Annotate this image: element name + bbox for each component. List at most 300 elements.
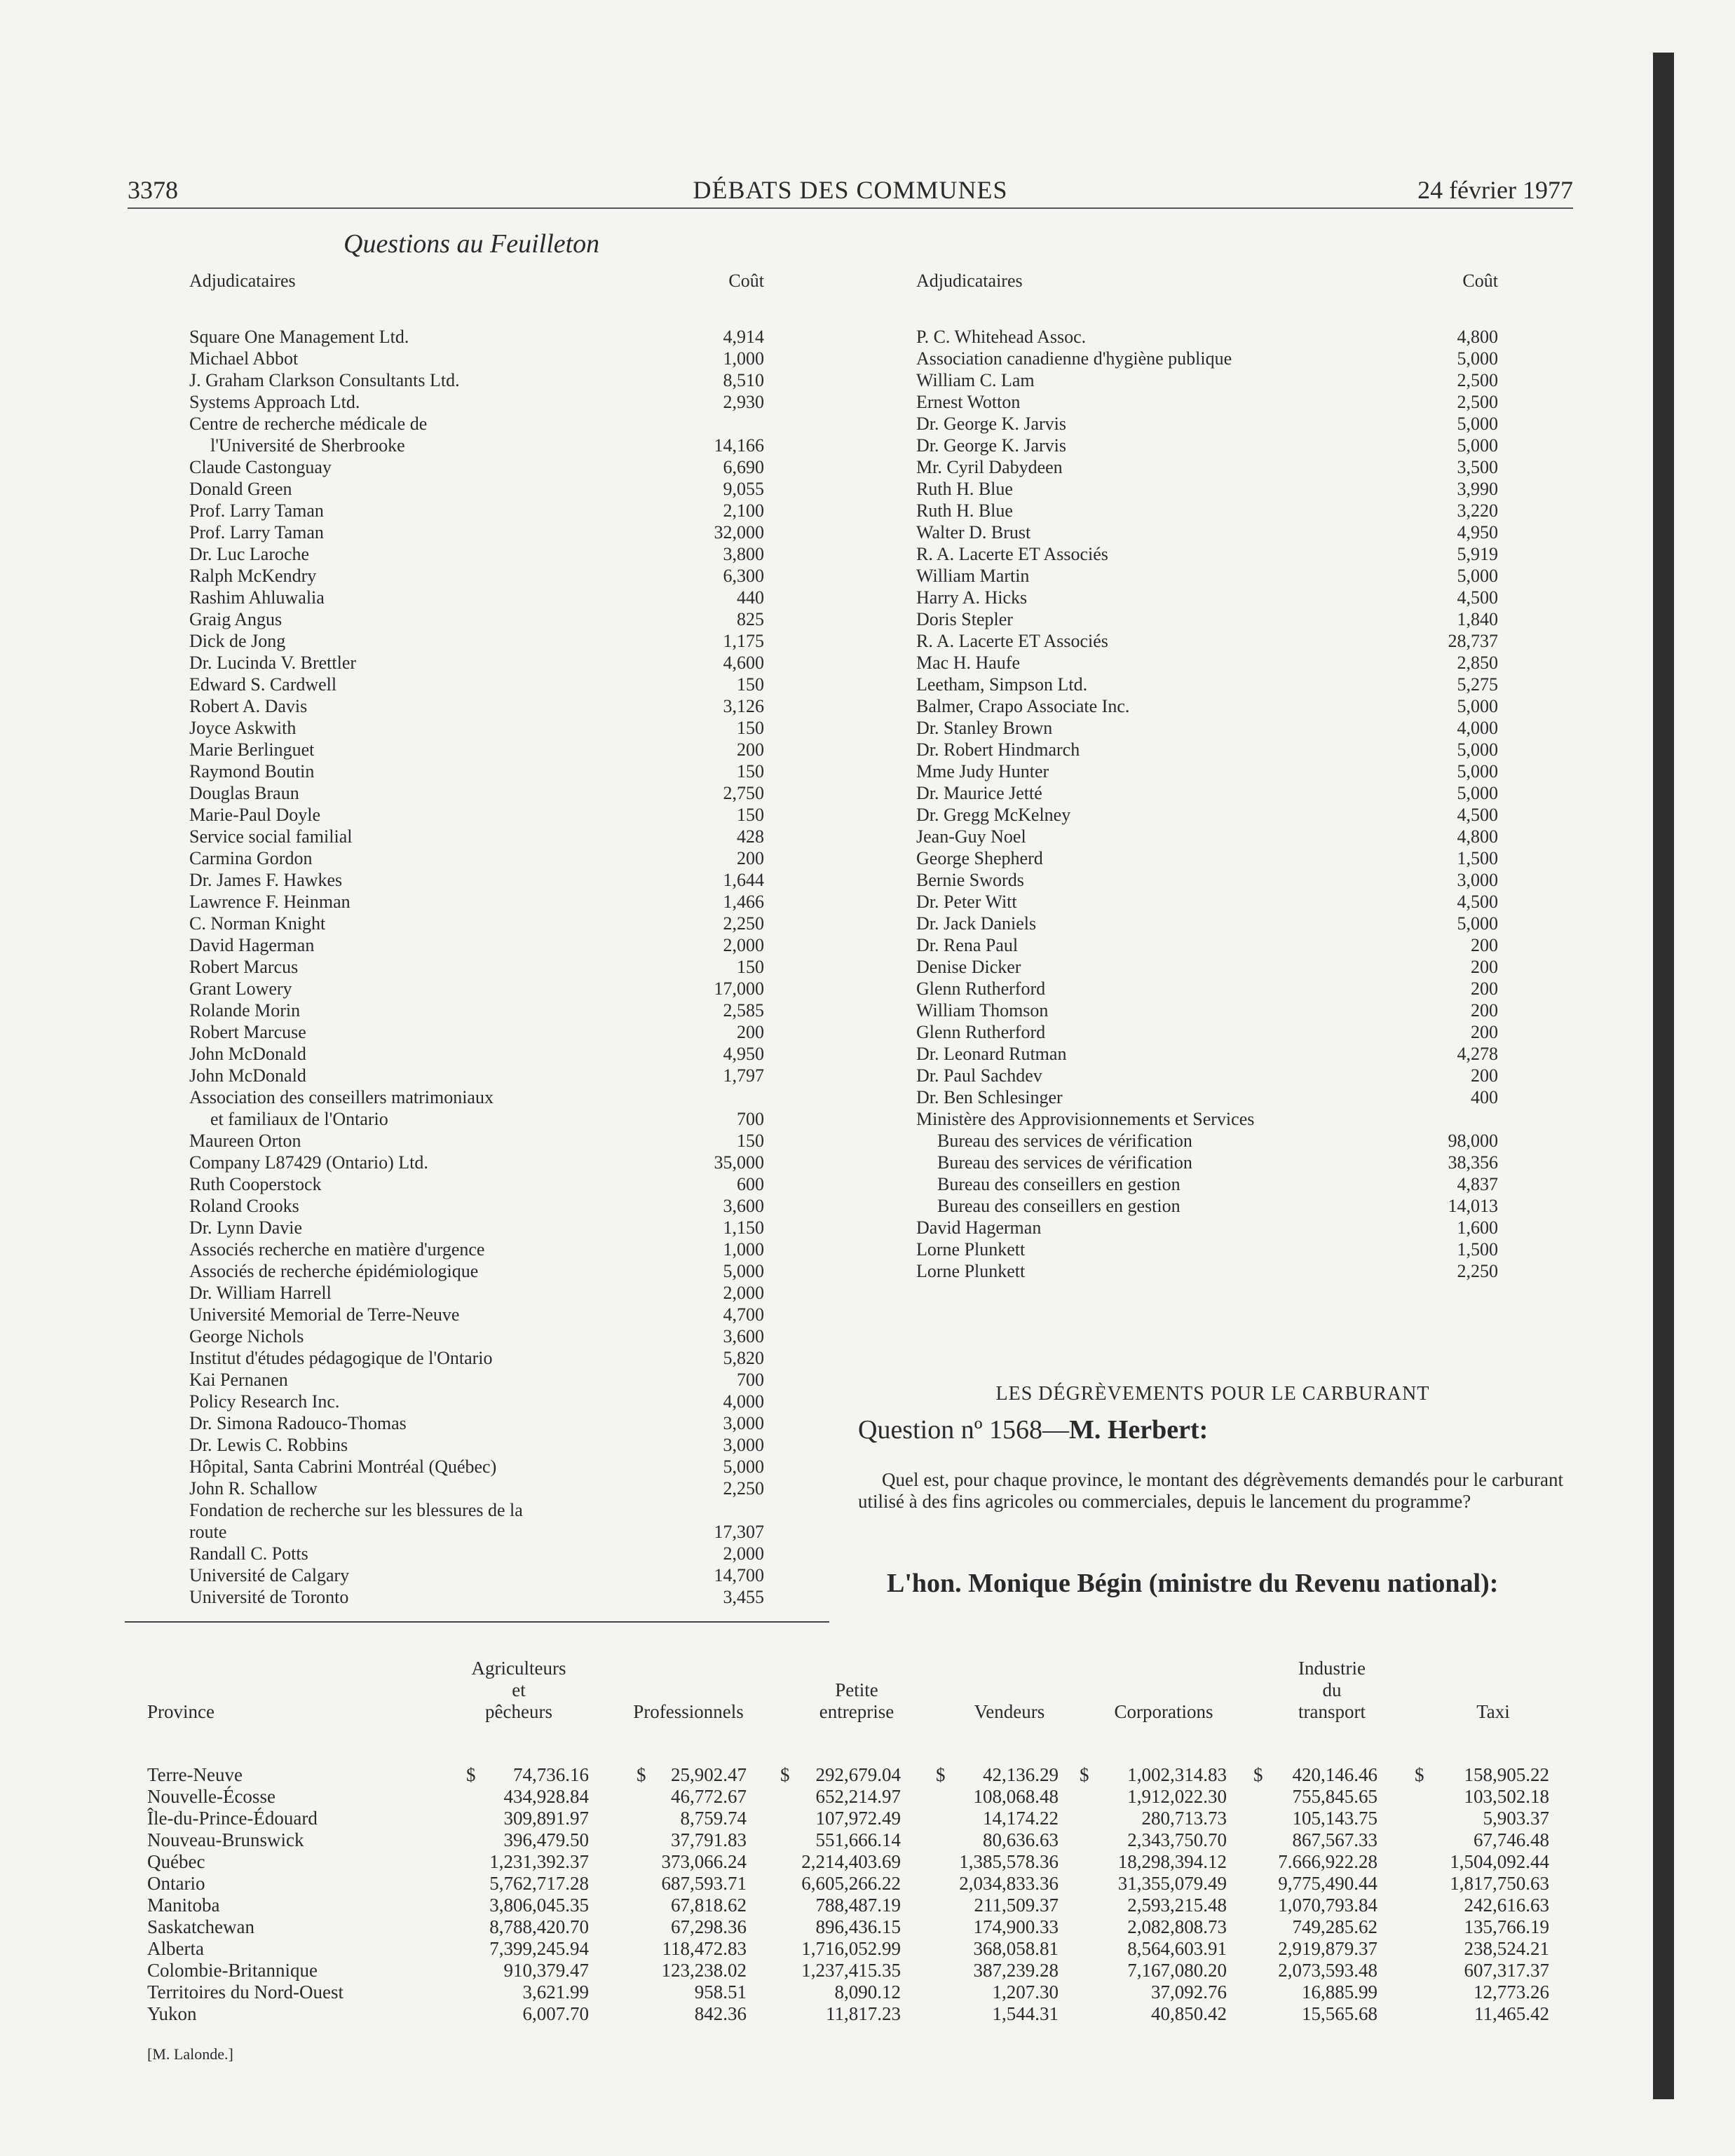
question-title: [858, 1414, 1208, 1445]
table-cell: 434,928.84: [503, 1786, 589, 1807]
right-header-name: Adjudicataires: [916, 271, 1023, 291]
contractor-name: Dr. William Harrell: [189, 1283, 332, 1303]
th-agriculteurs-l2: et: [512, 1679, 526, 1700]
contractor-cost: 28,737: [1448, 631, 1498, 651]
contractor-row: [189, 456, 764, 478]
table-cell: 7,167,080.20: [1127, 1960, 1227, 1981]
contractor-name: Ruth H. Blue: [916, 479, 1013, 499]
contractor-cost: 1,466: [723, 892, 764, 912]
contractor-name: route: [189, 1522, 227, 1542]
contractor-row: [189, 1478, 764, 1499]
contractor-row: [916, 500, 1498, 521]
contractor-row: [189, 1456, 764, 1478]
table-cell: 2,082,808.73: [1127, 1916, 1227, 1937]
contractor-row: [189, 1195, 764, 1217]
contractor-row: [189, 1152, 764, 1173]
contractor-name: Joyce Askwith: [189, 718, 297, 738]
contractor-name: Dr. Lucinda V. Brettler: [189, 653, 357, 673]
contractor-name: Associés recherche en matière d'urgence: [189, 1239, 485, 1260]
table-cell: 5,762,717.28: [489, 1873, 589, 1894]
contractor-row: [189, 1586, 764, 1608]
contractor-row: [916, 652, 1498, 674]
contractor-cost: 2,750: [723, 783, 764, 803]
contractor-row: [916, 999, 1498, 1021]
contractor-row: [189, 1239, 764, 1260]
contractor-row: [189, 369, 764, 391]
contractor-name: Lawrence F. Heinman: [189, 892, 351, 912]
contractor-cost: 4,800: [1457, 327, 1498, 347]
contractor-row: [189, 1130, 764, 1152]
contractor-row: [189, 891, 764, 913]
table-cell: 1,385,578.36: [959, 1851, 1059, 1872]
contractor-cost: 4,500: [1457, 587, 1498, 608]
contractor-name: Square One Management Ltd.: [189, 327, 409, 347]
table-row: [147, 1916, 1574, 1938]
table-cell: 867,567.33: [1292, 1829, 1377, 1850]
contractor-name: Ruth H. Blue: [916, 500, 1013, 521]
th-professionnels: Professionnels: [633, 1701, 744, 1722]
contractor-cost: 17,000: [714, 978, 764, 999]
table-cell: 8,564,603.91: [1127, 1938, 1227, 1959]
contractor-cost: 2,500: [1457, 392, 1498, 412]
contractor-row: [189, 652, 764, 674]
contractor-row: [916, 1086, 1498, 1108]
contractor-row: [189, 1391, 764, 1412]
table-cell: 8,759.74: [680, 1808, 747, 1829]
contractor-cost: 14,013: [1448, 1196, 1498, 1216]
contractor-cost: 5,000: [1457, 435, 1498, 456]
table-cell: 18,298,394.12: [1117, 1851, 1227, 1872]
contractor-name: Dr. Jack Daniels: [916, 913, 1037, 934]
table-cell: 2,343,750.70: [1127, 1829, 1227, 1850]
contractor-row: [916, 913, 1498, 934]
contractor-name: Rashim Ahluwalia: [189, 587, 325, 608]
contractor-cost: 150: [737, 805, 764, 825]
contractor-row: [189, 978, 764, 999]
contractor-name: Robert Marcuse: [189, 1022, 306, 1042]
contractor-cost: 700: [737, 1109, 764, 1129]
contractor-name: Edward S. Cardwell: [189, 674, 337, 695]
table-cell: 607,317.37: [1464, 1960, 1549, 1981]
contractor-name: Hôpital, Santa Cabrini Montréal (Québec): [189, 1456, 497, 1477]
contractor-name: Dr. Robert Hindmarch: [916, 739, 1080, 760]
contractor-cost: 4,500: [1457, 892, 1498, 912]
contractor-row: [189, 1369, 764, 1391]
contractor-name: John McDonald: [189, 1065, 306, 1086]
contractor-row: [916, 369, 1498, 391]
contractor-cost: 1,500: [1457, 848, 1498, 868]
contractor-cost: 9,055: [723, 479, 764, 499]
table-cell: 2,073,593.48: [1278, 1960, 1377, 1981]
contractor-row: [916, 891, 1498, 913]
left-rows: [189, 326, 764, 1608]
th-industrie-l2: du: [1322, 1679, 1342, 1700]
question-number: Question nº 1568—: [858, 1415, 1069, 1445]
th-industrie-l3: transport: [1298, 1701, 1366, 1722]
table-cell: 387,239.28: [973, 1960, 1059, 1981]
contractor-cost: 2,585: [723, 1000, 764, 1021]
contractor-name: Company L87429 (Ontario) Ltd.: [189, 1152, 428, 1173]
contractor-name: Carmina Gordon: [189, 848, 313, 868]
contractor-name: Ernest Wotton: [916, 392, 1021, 412]
table-cell: 1,817,750.63: [1450, 1873, 1549, 1894]
table-cell: 42,136.29: [983, 1764, 1059, 1785]
contractor-name: Policy Research Inc.: [189, 1391, 340, 1412]
contractor-cost: 2,500: [1457, 370, 1498, 390]
table-cell: 103,502.18: [1464, 1786, 1549, 1807]
contractor-cost: 200: [737, 848, 764, 868]
table-cell: 1,237,415.35: [801, 1960, 901, 1981]
contractor-name: Leetham, Simpson Ltd.: [916, 674, 1088, 695]
currency-symbol: $: [466, 1764, 476, 1785]
currency-symbol: $: [780, 1764, 790, 1785]
contractor-name: Dr. Peter Witt: [916, 892, 1017, 912]
right-rows: [916, 326, 1498, 1282]
contractor-cost: 2,000: [723, 935, 764, 955]
contractor-row: [189, 326, 764, 348]
contractor-name: Mac H. Haufe: [916, 653, 1020, 673]
contractor-name: Dr. Ben Schlesinger: [916, 1087, 1063, 1107]
contractor-cost: 5,000: [1457, 913, 1498, 934]
contractor-row: [189, 695, 764, 717]
contractor-cost: 4,800: [1457, 826, 1498, 847]
contractor-name: Bureau des services de vérification: [937, 1152, 1192, 1173]
contractor-name: Dick de Jong: [189, 631, 286, 651]
contractor-cost: 6,300: [723, 566, 764, 586]
contractor-cost: 5,000: [1457, 761, 1498, 782]
table-cell: 6,605,266.22: [801, 1873, 901, 1894]
contractor-name: Dr. Leonard Rutman: [916, 1044, 1067, 1064]
table-cell: 11,465.42: [1474, 2003, 1549, 2024]
th-taxi: Taxi: [1476, 1701, 1510, 1722]
contractor-row: [189, 804, 764, 826]
contractor-cost: 1,150: [723, 1217, 764, 1238]
table-cell: 3,806,045.35: [489, 1895, 589, 1916]
table-cell: 842.36: [694, 2003, 747, 2024]
table-cell: 238,524.21: [1464, 1938, 1549, 1959]
contractor-cost: 4,000: [723, 1391, 764, 1412]
th-agriculteurs-l3: pêcheurs: [485, 1701, 552, 1722]
contractor-name: Associés de recherche épidémiologique: [189, 1261, 479, 1281]
table-row: [147, 1808, 1574, 1829]
table-cell: 9,775,490.44: [1278, 1873, 1377, 1894]
page-number: 3378: [128, 176, 178, 204]
province-name: Nouvelle-Écosse: [147, 1786, 275, 1807]
contractor-row: [916, 630, 1498, 652]
contractor-name: Bernie Swords: [916, 870, 1024, 890]
contractor-name: Donald Green: [189, 479, 292, 499]
contractor-row: [916, 804, 1498, 826]
table-cell: 108,068.48: [973, 1786, 1059, 1807]
table-cell: 31,355,079.49: [1117, 1873, 1227, 1894]
scan-edge: [1653, 53, 1674, 2099]
contractor-row: [916, 1021, 1498, 1043]
contractor-cost: 5,820: [723, 1348, 764, 1368]
table-cell: 396,479.50: [503, 1829, 589, 1850]
contractor-row: [916, 869, 1498, 891]
table-cell: 280,713.73: [1141, 1808, 1227, 1829]
table-cell: 37,092.76: [1151, 1981, 1227, 2003]
contractor-name: Dr. Paul Sachdev: [916, 1065, 1042, 1086]
table-cell: 46,772.67: [671, 1786, 747, 1807]
contractor-cost: 1,500: [1457, 1239, 1498, 1260]
contractor-cost: 3,000: [723, 1413, 764, 1433]
contractor-row: [189, 608, 764, 630]
table-row: [147, 1851, 1574, 1873]
table-cell: 755,845.65: [1292, 1786, 1377, 1807]
contractor-cost: 4,700: [723, 1304, 764, 1325]
contractor-row: [916, 1108, 1498, 1130]
province-name: Manitoba: [147, 1895, 220, 1916]
table-cell: 174,900.33: [973, 1916, 1059, 1937]
contractor-cost: 3,220: [1457, 500, 1498, 521]
contractor-row: [189, 934, 764, 956]
contractor-row: [189, 1412, 764, 1434]
contractor-name: Ministère des Approvisionnements et Services: [916, 1109, 1255, 1129]
contractor-cost: 200: [737, 1022, 764, 1042]
table-cell: 107,972.49: [815, 1808, 901, 1829]
province-name: Territoires du Nord-Ouest: [147, 1981, 344, 2003]
contractor-row: [916, 587, 1498, 608]
th-petite-entreprise: [794, 1679, 920, 1723]
table-cell: 1,070,793.84: [1278, 1895, 1377, 1916]
table-cell: 1,207.30: [992, 1981, 1059, 2003]
contractor-row: [189, 1543, 764, 1564]
contractor-name: Walter D. Brust: [916, 522, 1031, 543]
contractor-row: [916, 1195, 1498, 1217]
contractor-name: Université de Calgary: [189, 1565, 350, 1585]
th-petite-l1: Petite: [835, 1679, 878, 1700]
province-name: Île-du-Prince-Édouard: [147, 1808, 318, 1829]
contractor-row: [189, 587, 764, 608]
contractor-row: [916, 391, 1498, 413]
contractor-cost: 5,000: [1457, 696, 1498, 716]
contractor-row: [916, 478, 1498, 500]
contractor-name: et familiaux de l'Ontario: [210, 1109, 388, 1129]
contractor-cost: 200: [1471, 935, 1498, 955]
table-row: [147, 1786, 1574, 1808]
table-cell: 368,058.81: [973, 1938, 1059, 1959]
contractor-name: Dr. Stanley Brown: [916, 718, 1053, 738]
right-contractor-list: [916, 270, 1498, 1282]
contractor-cost: 3,600: [723, 1196, 764, 1216]
contractor-cost: 1,840: [1457, 609, 1498, 629]
header-rule: [128, 207, 1573, 209]
answer-heading: L'hon. Monique Bégin (ministre du Revenu national):: [887, 1569, 1499, 1598]
contractor-cost: 150: [737, 674, 764, 695]
contractor-row: [189, 630, 764, 652]
th-corporations: Corporations: [1114, 1701, 1213, 1722]
contractor-row: [189, 543, 764, 565]
table-cell: 2,919,879.37: [1278, 1938, 1377, 1959]
contractor-row: [916, 1043, 1498, 1065]
contractor-name: Dr. James F. Hawkes: [189, 870, 343, 890]
contractor-cost: 4,950: [723, 1044, 764, 1064]
contractor-cost: 428: [737, 826, 764, 847]
contractor-row: [189, 1304, 764, 1325]
left-header-name: Adjudicataires: [189, 271, 296, 291]
table-cell: 5,903.37: [1483, 1808, 1549, 1829]
contractor-cost: 2,250: [723, 1478, 764, 1499]
contractor-name: Dr. Maurice Jetté: [916, 783, 1042, 803]
table-cell: 211,509.37: [974, 1895, 1059, 1916]
contractor-name: William Martin: [916, 566, 1030, 586]
contractor-row: [189, 413, 764, 435]
contractor-cost: 1,175: [723, 631, 764, 651]
table-row: [147, 1895, 1574, 1916]
contractor-name: Dr. Lynn Davie: [189, 1217, 303, 1238]
contractor-cost: 150: [737, 718, 764, 738]
contractor-name: Rolande Morin: [189, 1000, 301, 1021]
contractor-name: Marie-Paul Doyle: [189, 805, 321, 825]
contractor-row: [916, 413, 1498, 435]
contractor-cost: 3,000: [723, 1435, 764, 1455]
contractor-row: [189, 956, 764, 978]
right-header-cost: Coût: [1462, 271, 1498, 291]
contractor-name: Dr. George K. Jarvis: [916, 414, 1066, 434]
contractor-cost: 1,600: [1457, 1217, 1498, 1238]
contractor-cost: 200: [1471, 1000, 1498, 1021]
contractor-cost: 1,000: [723, 1239, 764, 1260]
contractor-cost: 440: [737, 587, 764, 608]
contractor-name: William C. Lam: [916, 370, 1035, 390]
table-cell: 2,034,833.36: [959, 1873, 1059, 1894]
contractor-row: [916, 565, 1498, 587]
contractor-row: [189, 674, 764, 695]
contractor-row: [189, 1086, 764, 1108]
contractor-name: Mme Judy Hunter: [916, 761, 1049, 782]
contractor-row: [189, 565, 764, 587]
contractor-name: Ralph McKendry: [189, 566, 317, 586]
contractor-cost: 150: [737, 957, 764, 977]
table-cell: 2,214,403.69: [801, 1851, 901, 1872]
contractor-name: Dr. Lewis C. Robbins: [189, 1435, 348, 1455]
contractor-row: [916, 717, 1498, 739]
contractor-name: R. A. Lacerte ET Associés: [916, 631, 1108, 651]
contractor-cost: 150: [737, 1131, 764, 1151]
province-name: Québec: [147, 1851, 205, 1872]
contractor-row: [916, 956, 1498, 978]
contractor-cost: 5,000: [723, 1261, 764, 1281]
table-row: [147, 1829, 1574, 1851]
contractor-cost: 3,500: [1457, 457, 1498, 477]
contractor-row: [916, 782, 1498, 804]
contractor-row: [916, 934, 1498, 956]
contractor-name: Glenn Rutherford: [916, 1022, 1046, 1042]
contractor-cost: 4,278: [1457, 1044, 1498, 1064]
contractor-row: [189, 1325, 764, 1347]
contractor-row: [189, 435, 764, 456]
contractor-name: Institut d'études pédagogique de l'Ontario: [189, 1348, 493, 1368]
table-cell: 1,912,022.30: [1127, 1786, 1227, 1807]
table-row: [147, 1764, 1574, 1786]
left-column-header: [189, 270, 764, 292]
contractor-row: [916, 674, 1498, 695]
contractor-name: John R. Schallow: [189, 1478, 318, 1499]
contractor-cost: 2,100: [723, 500, 764, 521]
contractor-cost: 4,600: [723, 653, 764, 673]
table-cell: 37,791.83: [671, 1829, 747, 1850]
contractor-cost: 8,510: [723, 370, 764, 390]
table-cell: 1,231,392.37: [489, 1851, 589, 1872]
footer-speaker: [M. Lalonde.]: [147, 2045, 233, 2063]
contractor-name: Bureau des conseillers en gestion: [937, 1196, 1181, 1216]
contractor-row: [189, 847, 764, 869]
contractor-name: Jean-Guy Noel: [916, 826, 1026, 847]
contractor-cost: 3,126: [723, 696, 764, 716]
contractor-name: Harry A. Hicks: [916, 587, 1028, 608]
contractor-name: David Hagerman: [916, 1217, 1042, 1238]
contractor-name: R. A. Lacerte ET Associés: [916, 544, 1108, 564]
contractor-row: [916, 1065, 1498, 1086]
contractor-row: [916, 348, 1498, 369]
contractor-name: Prof. Larry Taman: [189, 522, 324, 543]
province-name: Ontario: [147, 1873, 205, 1894]
table-cell: 80,636.63: [983, 1829, 1059, 1850]
contractor-cost: 38,356: [1448, 1152, 1498, 1173]
contractor-row: [916, 739, 1498, 760]
contractor-row: [916, 826, 1498, 847]
contractor-cost: 200: [1471, 957, 1498, 977]
contractor-row: [189, 760, 764, 782]
currency-symbol: $: [1253, 1764, 1263, 1785]
contractor-row: [916, 326, 1498, 348]
contractor-cost: 200: [1471, 1065, 1498, 1086]
contractor-name: Bureau des conseillers en gestion: [937, 1174, 1181, 1194]
contractor-cost: 200: [737, 739, 764, 760]
contractor-row: [916, 760, 1498, 782]
contractor-row: [189, 478, 764, 500]
contractor-name: l'Université de Sherbrooke: [210, 435, 405, 456]
contractor-cost: 4,837: [1457, 1174, 1498, 1194]
table-row: [147, 1960, 1574, 1981]
contractor-cost: 98,000: [1448, 1131, 1498, 1151]
contractor-row: [916, 435, 1498, 456]
contractor-row: [189, 1564, 764, 1586]
table-cell: 1,504,092.44: [1450, 1851, 1549, 1872]
contractor-row: [916, 521, 1498, 543]
contractor-name: Douglas Braun: [189, 783, 299, 803]
contractor-row: [189, 1108, 764, 1130]
table-cell: 2,593,215.48: [1127, 1895, 1227, 1916]
table-cell: 67,298.36: [671, 1916, 747, 1937]
question-subheading: LES DÉGRÈVEMENTS POUR LE CARBURANT: [995, 1383, 1430, 1405]
contractor-row: [189, 1217, 764, 1239]
contractor-cost: 35,000: [714, 1152, 764, 1173]
th-agriculteurs-l1: Agriculteurs: [471, 1658, 566, 1679]
table-cell: 135,766.19: [1464, 1916, 1549, 1937]
contractor-cost: 825: [737, 609, 764, 629]
contractor-row: [916, 847, 1498, 869]
contractor-name: Claude Castonguay: [189, 457, 332, 477]
contractor-cost: 4,914: [723, 327, 764, 347]
contractor-cost: 2,850: [1457, 653, 1498, 673]
contractor-cost: 3,600: [723, 1326, 764, 1346]
contractor-name: John McDonald: [189, 1044, 306, 1064]
contractor-name: Denise Dicker: [916, 957, 1021, 977]
table-cell: 16,885.99: [1302, 1981, 1377, 2003]
contractor-row: [189, 500, 764, 521]
table-cell: 6,007.70: [522, 2003, 589, 2024]
contractor-row: [916, 1260, 1498, 1282]
contractor-name: Association canadienne d'hygiène publique: [916, 348, 1232, 369]
contractor-name: Université de Toronto: [189, 1587, 349, 1607]
contractor-name: Grant Lowery: [189, 978, 292, 999]
contractor-name: William Thomson: [916, 1000, 1049, 1021]
contractor-cost: 2,000: [723, 1543, 764, 1564]
contractor-row: [916, 456, 1498, 478]
contractor-row: [916, 543, 1498, 565]
